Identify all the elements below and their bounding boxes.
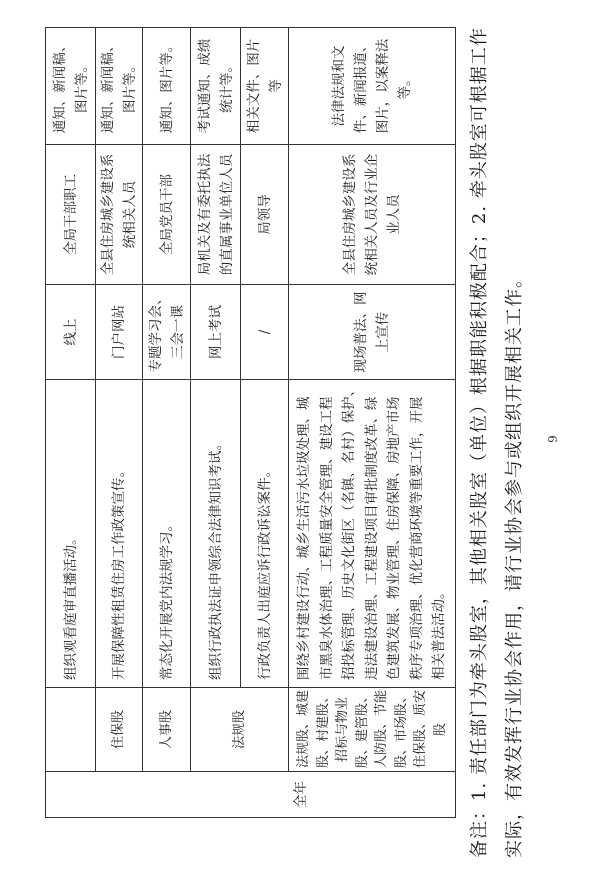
method-cell: 网上考试 — [191, 285, 241, 380]
content-cell: 开展保障性租赁住房工作政策宣传。 — [96, 380, 143, 688]
unit-cell: 住保股 — [96, 688, 143, 772]
table-row — [96, 28, 143, 818]
table-row — [143, 28, 191, 818]
audience-cell: 全县住房城乡建设系 统相关人员 — [96, 145, 143, 285]
audience-cell: 全局干部职工 — [46, 145, 96, 285]
table-row — [191, 28, 241, 818]
unit-cell: 法规股 — [191, 688, 289, 772]
period-cell: 全年 — [46, 772, 456, 818]
footnote: 备注：1. 责任部门为牵头股室，其他相关股室（单位）根据职能积极配合；2. 牵头股室可根据工作 实际，有效发挥行业协会作用，请行业协会参与或组织开展相关工作。 — [469, 27, 525, 858]
materials-cell: 法律法规和文 件、新闻报道、 图片，以案释法 等。 — [289, 28, 456, 145]
audience-cell: 全局党员干部 — [143, 145, 191, 285]
method-cell: 专题学习会、 三会一课 — [143, 285, 191, 380]
table-row — [289, 28, 456, 818]
audience-cell: 局领导 — [241, 145, 289, 285]
activity-table — [45, 27, 456, 818]
method-cell: 门户网站 — [96, 285, 143, 380]
method-cell: 线上 — [46, 285, 96, 380]
unit-cell — [46, 688, 96, 772]
unit-cell: 法规股、城建 股、村建股、 招标与物业 股、建管股、 人防股、节能 股、市场股、 住保股、质安 股 — [289, 688, 456, 772]
audience-cell: 局机关及有委托执法 的直属事业单位人员 — [191, 145, 241, 285]
audience-cell: 全县住房城乡建设系 统相关人员及行业企 业人员 — [289, 145, 456, 285]
unit-cell: 人事股 — [143, 688, 191, 772]
materials-cell: 相关文件、图片 等 — [241, 28, 289, 145]
content-cell: 常态化开展党内法规学习。 — [143, 380, 191, 688]
materials-cell: 考试通知、成绩 统计等。 — [191, 28, 241, 145]
materials-cell: 通知、新闻稿、 图片等。 — [96, 28, 143, 145]
materials-cell: 通知、图片等。 — [143, 28, 191, 145]
materials-cell: 通知、新闻稿、 图片等。 — [46, 28, 96, 145]
content-cell: 围绕乡村建设行动、城乡生活污水垃圾处理、城 市黑臭水体治理、工程质量安全管理、建设工程 招投标管理、历史文化街区（名镇、名村）保护、 违法建设治理、工程建设项目审批制度改革、绿 色建筑发展、物业管理、住房保障、房地产市场 秩序专项治理、优化营商环境等重要工作，开展 相关普法活动。 — [289, 380, 456, 688]
method-cell: 现场普法、网 上宣传 — [289, 285, 456, 380]
table-row — [46, 28, 96, 818]
page-number: 9 — [546, 435, 560, 443]
method-cell: / — [241, 285, 289, 380]
content-cell: 组织行政执法证申领综合法律知识考试。 — [191, 380, 241, 688]
content-cell: 行政负责人出庭应诉行政诉讼案件。 — [241, 380, 289, 688]
content-cell: 组织观看庭审直播活动。 — [46, 380, 96, 688]
